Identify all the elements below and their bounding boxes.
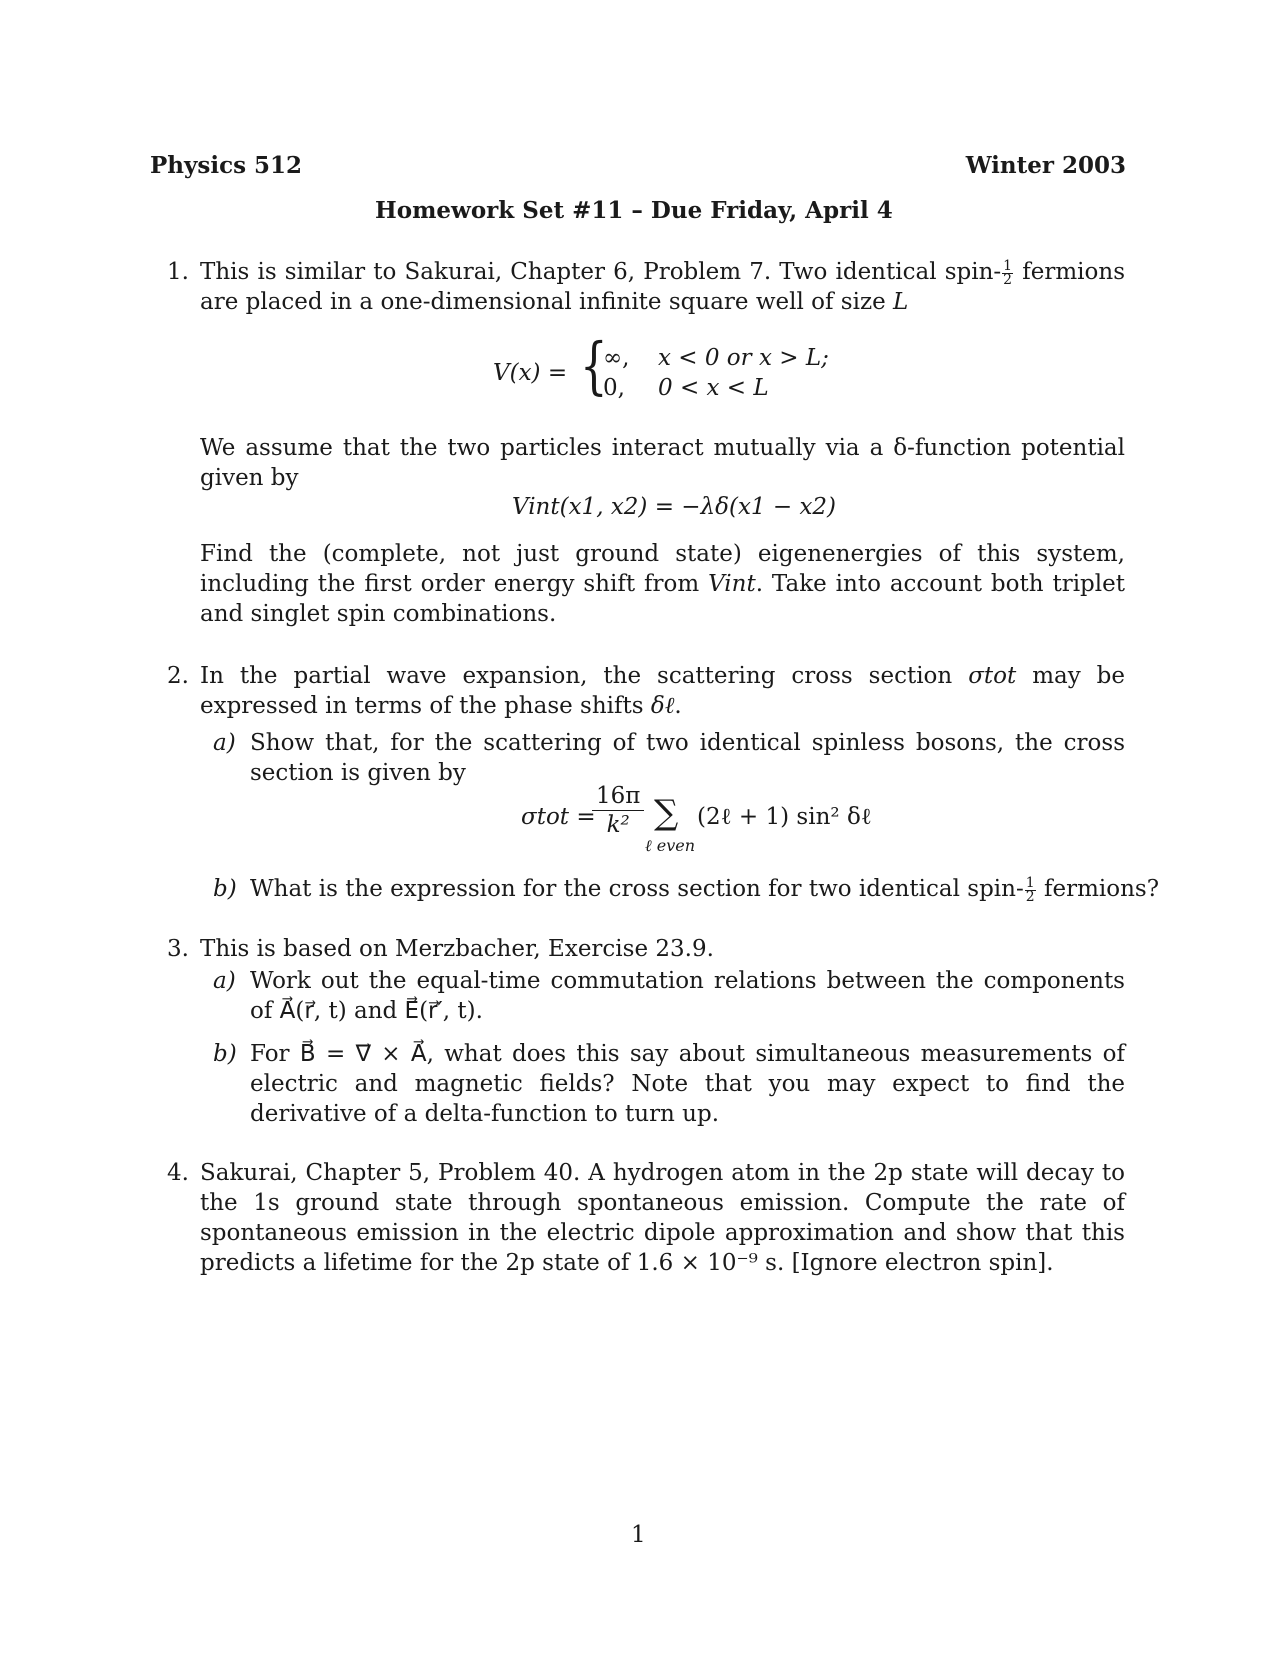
problem-1-statement: This is similar to Sakurai, Chapter 6, Problem 7. Two identical spin- $\frac{1}{2}$ fermions are placed in a one-dimensional infinite square well of size L (200, 257, 1125, 315)
problem-3-number: 3. (167, 936, 189, 962)
interaction-potential-equation: Vint(x1, x2) = −λδ(x1 − x2) (512, 494, 837, 520)
case-1-value: ∞, (603, 345, 630, 371)
left-brace: { (580, 329, 608, 402)
cross-section-lhs: σtot = (521, 804, 596, 830)
problem-1-assumption: We assume that the two particles interact mutually via a δ-function potential given by (200, 435, 1125, 491)
problem-3a-label: a) (213, 968, 236, 994)
course-name: Physics 512 (150, 152, 303, 179)
summation-index: ℓ even (645, 836, 696, 855)
potential-lhs: V(x) = (493, 360, 568, 386)
problem-3-intro: This is based on Merzbacher, Exercise 23.9. (200, 936, 714, 962)
problem-1-number: 1. (167, 259, 189, 285)
term: Winter 2003 (965, 152, 1126, 179)
problem-1-task: Find the (complete, not just ground state) eigenenergies of this system, including the first order energy shift from Vint. Take into account both triplet and singlet spin combinations. (200, 541, 1125, 627)
problem-2-number: 2. (167, 663, 189, 689)
one-half-fraction: $\frac{1}{2}$ (1025, 874, 1035, 905)
problem-4-number: 4. (167, 1160, 189, 1186)
problem-3b-label: b) (213, 1041, 237, 1067)
problem-2-intro: In the partial wave expansion, the scattering cross section σtot may be expressed in terms of the phase shifts δℓ. (200, 663, 1125, 719)
problem-2a-label: a) (213, 730, 236, 756)
page-number: 1 (631, 1522, 646, 1548)
problem-2b-label: b) (213, 876, 237, 902)
problem-4-text: Sakurai, Chapter 5, Problem 40. A hydrogen atom in the 2p state will decay to the 1s ground state through spontaneous emission. Compute the rate of spontaneous emission in the electric dipole approximation and show that this predicts a lifetime for the 2p state of 1.6 × 10⁻⁹ s. [Ignore electron spin]. (200, 1160, 1125, 1276)
cross-section-rhs: (2ℓ + 1) sin² δℓ (697, 804, 872, 830)
case-2-condition: 0 < x < L (658, 375, 769, 401)
case-1-condition: x < 0 or x > L; (658, 345, 829, 371)
one-half-fraction: $\frac{1}{2}$ (1003, 257, 1013, 288)
page-title: Homework Set #11 – Due Friday, April 4 (375, 197, 893, 224)
summation-symbol: ∑ (654, 793, 679, 833)
case-2-value: 0, (603, 375, 625, 401)
problem-2a-text: Show that, for the scattering of two identical spinless bosons, the cross section is given by (250, 730, 1125, 786)
problem-3a-text: Work out the equal-time commutation relations between the components of A⃗(r⃗, t) and E⃗(r⃗′, t). (250, 968, 1125, 1024)
problem-2b-text: What is the expression for the cross section for two identical spin- $\frac{1}{2}$ fermions? (250, 874, 1160, 905)
cross-section-fraction: $\frac{16\pi}{\text{k²}}$ (592, 782, 644, 839)
problem-3b-text: For B⃗ = ∇⃗ × A⃗, what does this say about simultaneous measurements of electric and magnetic fields? Note that you may expect to find the derivative of a delta-function to turn up. (250, 1041, 1125, 1127)
